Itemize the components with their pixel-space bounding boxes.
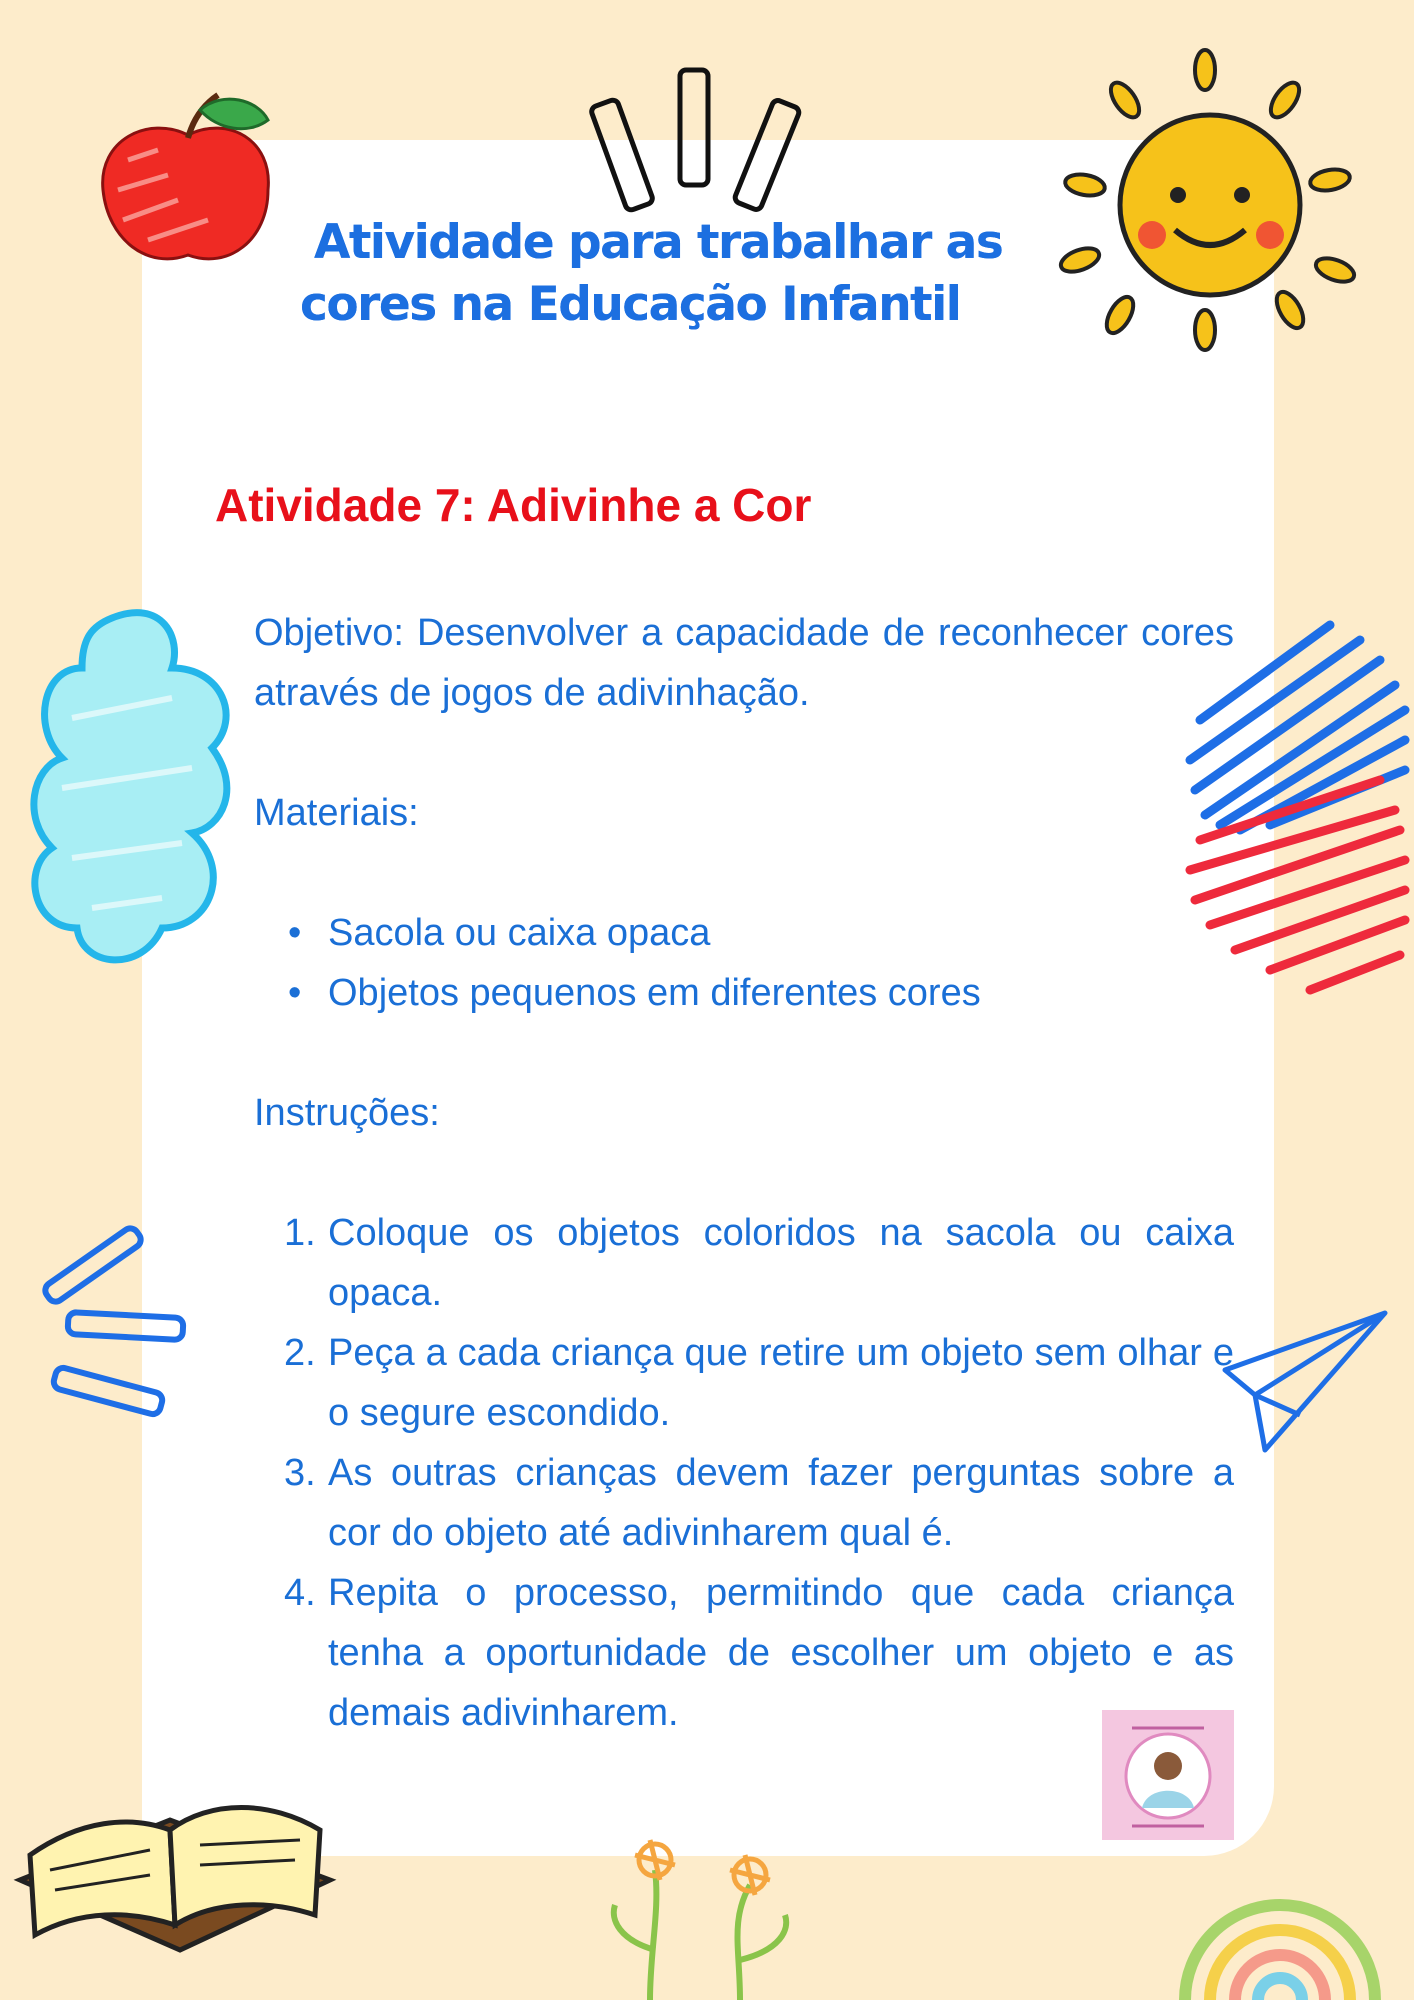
materials-list — [254, 903, 1234, 1023]
dash-lines-icon — [28, 1215, 188, 1435]
sparkle-lines-icon — [588, 60, 828, 220]
list-item — [254, 1203, 1234, 1323]
objective-text: Objetivo: Desenvolver a capacidade de reconhecer cores através de jogos de adivinhação. — [254, 612, 1234, 714]
cloud-icon — [22, 598, 252, 978]
step-text: Repita o processo, permitindo que cada criança tenha a oportunidade de escolher um objeto e as demais adivinharem. — [328, 1572, 1234, 1734]
step-number: 4. — [284, 1572, 316, 1614]
list-item — [254, 1323, 1234, 1443]
list-item: • Objetos pequenos em diferentes cores — [254, 963, 1234, 1023]
book-icon — [0, 1760, 350, 1960]
page-title — [300, 212, 1060, 336]
sun-icon — [1040, 45, 1380, 365]
flower-icon — [580, 1830, 820, 2000]
step-text: As outras crianças devem fazer perguntas sobre a cor do objeto até adivinharem qual é. — [328, 1452, 1234, 1554]
list-item — [254, 1563, 1234, 1743]
step-number: 3. — [284, 1452, 316, 1494]
title-line-2: cores na Educação Infantil — [300, 277, 961, 332]
title-line-1: Atividade para trabalhar as — [314, 215, 1003, 270]
activity-content — [254, 603, 1234, 1743]
list-item — [254, 1443, 1234, 1563]
activity-heading: Atividade 7: Adivinhe a Cor — [215, 479, 812, 531]
step-text: Peça a cada criança que retire um objeto sem olhar e o segure escondido. — [328, 1332, 1234, 1434]
apple-icon — [88, 80, 288, 280]
paper-plane-icon — [1215, 1305, 1395, 1455]
rainbow-icon — [1170, 1840, 1390, 2000]
step-text: Coloque os objetos coloridos na sacola ou caixa opaca. — [328, 1212, 1234, 1314]
instructions-list — [254, 1203, 1234, 1743]
step-number: 2. — [284, 1332, 316, 1374]
list-item: • Sacola ou caixa opaca — [254, 903, 1234, 963]
author-logo — [1102, 1710, 1234, 1840]
step-number: 1. — [284, 1212, 316, 1254]
instructions-label: Instruções: — [254, 1092, 440, 1134]
materials-label: Materiais: — [254, 792, 419, 834]
